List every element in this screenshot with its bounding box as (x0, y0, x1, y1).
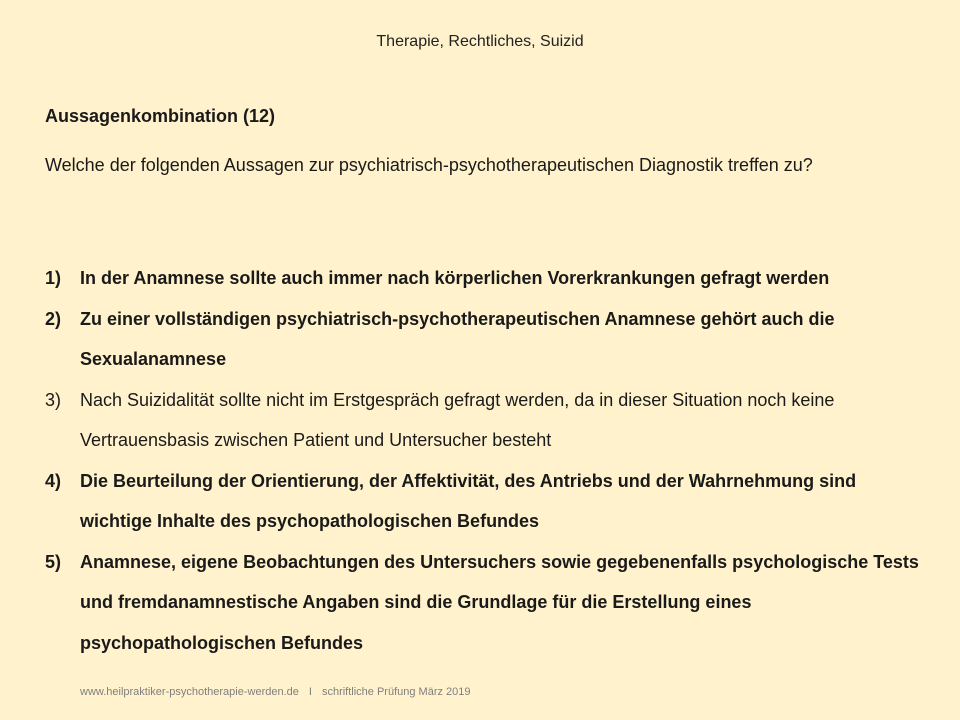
option-number: 2) (45, 308, 62, 329)
answer-option-1 (45, 258, 925, 299)
option-number: 1) (45, 268, 62, 288)
option-number: 5) (45, 551, 62, 572)
question-text: Welche der folgenden Aussagen zur psychiatrisch-psychotherapeutischen Diagnostik treffen zu? (45, 155, 813, 175)
answer-option-5 (45, 542, 925, 664)
slide-footer (80, 686, 471, 698)
option-text: Anamnese, eigene Beobachtungen des Untersuchers sowie gegebenenfalls psychologische Tests und fremdanamnestische Angaben sind die Grundlage für die Erstellung eines psychopathologischen Befundes (80, 551, 919, 653)
question-heading: Aussagenkombination (12) (45, 106, 276, 126)
answer-options-list (45, 258, 925, 663)
slide-title: Therapie, Rechtliches, Suizid (376, 33, 584, 50)
option-text: Die Beurteilung der Orientierung, der Affektivität, des Antriebs und der Wahrnehmung sind wichtige Inhalte des psychopathologischen Befundes (80, 470, 857, 531)
footer-website: www.heilpraktiker-psychotherapie-werden.de (80, 686, 299, 698)
footer-separator: I (308, 686, 312, 698)
option-number: 3) (45, 389, 62, 410)
option-text: In der Anamnese sollte auch immer nach körperlichen Vorerkrankungen gefragt werden (80, 268, 830, 288)
footer-exam: schriftliche Prüfung März 2019 (321, 686, 471, 698)
answer-option-3 (45, 380, 925, 461)
answer-option-2 (45, 299, 925, 380)
option-text: Nach Suizidalität sollte nicht im Erstgespräch gefragt werden, da in dieser Situation noch keine Vertrauensbasis zwischen Patient und Untersucher besteht (80, 389, 835, 450)
answer-option-4 (45, 461, 925, 542)
option-text: Zu einer vollständigen psychiatrisch-psychotherapeutischen Anamnese gehört auch die Sexualanamnese (80, 308, 835, 369)
option-number: 4) (45, 470, 62, 491)
